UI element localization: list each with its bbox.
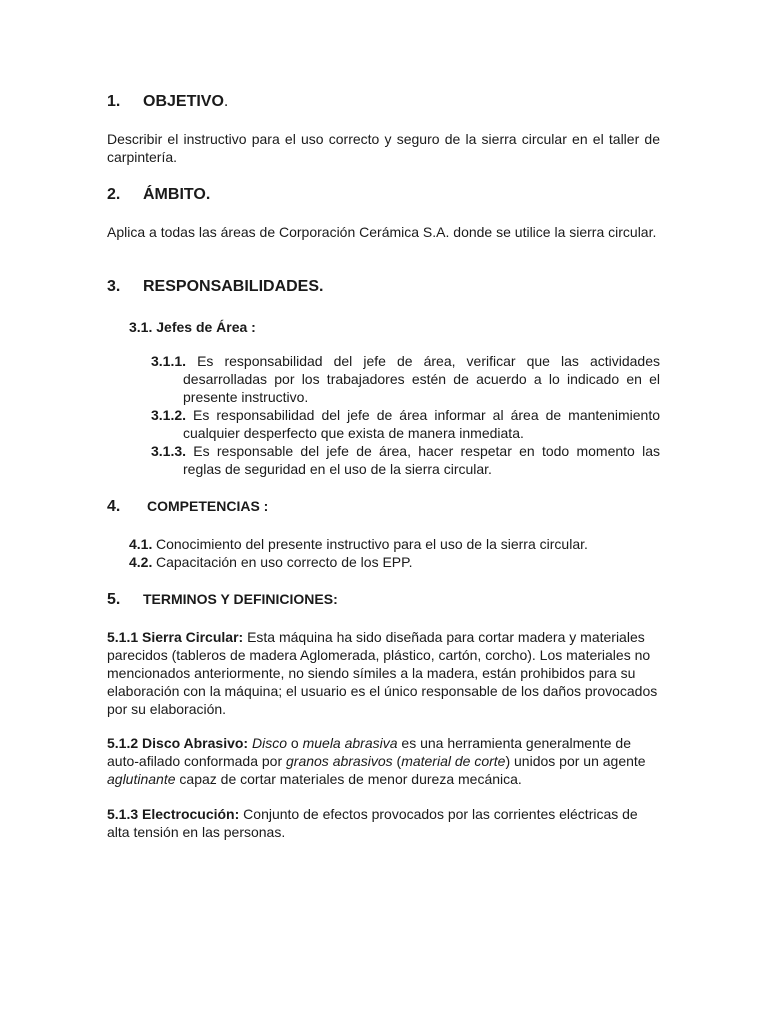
item-text: Es responsabilidad del jefe de área informar al área de mantenimiento cualquier desperfecto que exista de manera inmediata.: [183, 407, 661, 441]
definition-term: 5.1.2 Disco Abrasivo:: [107, 735, 249, 751]
definition-term: 5.1.1 Sierra Circular:: [107, 629, 244, 645]
section-title-dot: .: [223, 93, 229, 110]
ambito-paragraph: Aplica a todas las áreas de Corporación Cerámica S.A. donde se utilice la sierra circular.: [107, 224, 657, 240]
section-heading-ambito: [107, 186, 210, 204]
definition-disco-abrasivo: [107, 734, 660, 788]
section-title: COMPETENCIAS :: [147, 498, 269, 514]
definition-term: 5.1.3 Electrocución:: [107, 806, 240, 822]
list-item: [129, 535, 588, 553]
section-title: OBJETIVO: [143, 93, 224, 110]
section-heading-responsabilidades: [107, 278, 323, 296]
list-item: [151, 442, 660, 478]
item-text: Es responsable del jefe de área, hacer respetar en todo momento las reglas de seguridad en el uso de la sierra circular.: [183, 443, 660, 477]
definition-text: (: [396, 753, 402, 769]
section-number: 3.: [107, 278, 121, 295]
definition-italic: material de corte: [401, 753, 506, 769]
definition-electrocucion: [107, 805, 660, 841]
list-item: [151, 352, 660, 406]
definition-italic: granos abrasivos: [286, 753, 393, 769]
definition-sierra-circular: [107, 628, 660, 718]
section-number: 4.: [107, 498, 121, 515]
list-item: [129, 553, 413, 571]
section-number: 2.: [107, 186, 121, 203]
definition-text: Conjunto de efectos provocados por las corrientes eléctricas de alta tensión en las personas.: [107, 806, 638, 840]
item-number: 3.1.2.: [151, 407, 187, 423]
section-heading-objetivo: [107, 93, 228, 111]
definition-italic: aglutinante: [107, 771, 176, 787]
item-text: Conocimiento del presente instructivo para el uso de la sierra circular.: [156, 536, 588, 552]
definition-text: ) unidos por un agente: [505, 753, 646, 769]
section-number: 1.: [107, 93, 121, 110]
list-item: [151, 406, 660, 442]
section-title: TERMINOS Y DEFINICIONES:: [143, 591, 338, 607]
subsection-heading-jefes: 3.1. Jefes de Área :: [129, 319, 256, 335]
section-title: RESPONSABILIDADES.: [143, 278, 324, 295]
item-number: 3.1.1.: [151, 353, 187, 369]
definition-text: es una herramienta generalmente de auto-afilado conformada por: [107, 735, 631, 769]
section-heading-terminos: [107, 591, 338, 609]
item-number: 4.1.: [129, 536, 153, 552]
item-text: Es responsabilidad del jefe de área, verificar que las actividades desarrolladas por los trabajadores estén de acuerdo a lo indicado en el presente instructivo.: [183, 353, 661, 405]
definition-text: Esta máquina ha sido diseñada para cortar madera y materiales parecidos (tableros de madera Aglomerada, plástico, cartón, corcho). Los materiales no mencionados anteriormente, no siendo símiles a la madera, están prohibidos para su elaboración con la máquina; el usuario es el único responsable de los daños provocados por su elaboración.: [107, 629, 658, 717]
definition-italic: Disco: [251, 735, 287, 751]
objetivo-paragraph: Describir el instructivo para el uso correcto y seguro de la sierra circular en el taller de carpintería.: [107, 131, 660, 165]
definition-text: o: [290, 735, 299, 751]
definition-italic: muela abrasiva: [302, 735, 398, 751]
item-number: 3.1.3.: [151, 443, 187, 459]
item-text: Capacitación en uso correcto de los EPP.: [156, 554, 413, 570]
definition-text: capaz de cortar materiales de menor dureza mecánica.: [179, 771, 522, 787]
item-number: 4.2.: [129, 554, 153, 570]
section-heading-competencias: [107, 498, 268, 516]
section-number: 5.: [107, 591, 121, 608]
section-title: ÁMBITO.: [143, 186, 211, 203]
